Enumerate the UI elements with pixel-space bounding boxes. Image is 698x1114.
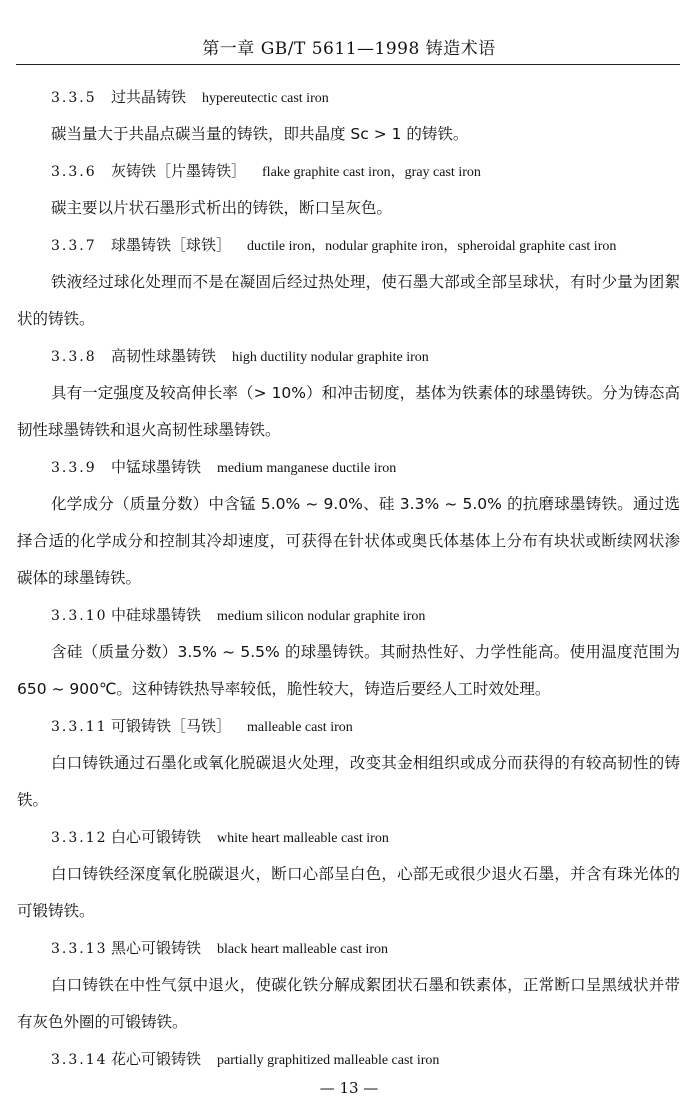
term-chinese: 黑心可锻铸铁 (111, 939, 202, 957)
term-definition: 白口铸铁在中性气氛中退火，使碳化铁分解成絮团状石墨和铁素体，正常断口呈黑绒状并带有灰色外圈的可锻铸铁。 (17, 976, 680, 1031)
term-chinese: 白心可锻铸铁 (111, 828, 202, 846)
term-chinese: 高韧性球墨铸铁 (111, 347, 217, 365)
term-chinese: 灰铸铁［片墨铸铁］ (111, 162, 247, 180)
term-chinese: 中硅球墨铸铁 (111, 606, 202, 624)
term-english: partially graphitized malleable cast iron (217, 1053, 440, 1068)
document-body (17, 79, 680, 1078)
term-definition: 含硅（质量分数）3.5% ~ 5.5% 的球墨铸铁。其耐热性好、力学性能高。使用温度范围为 650 ~ 900℃。这种铸铁热导率较低，脆性较大，铸造后要经人工时效处理。 (17, 643, 680, 698)
term-heading (17, 708, 680, 745)
term-english: white heart malleable cast iron (217, 831, 389, 846)
term-chinese: 中锰球墨铸铁 (111, 458, 202, 476)
page-number: — 13 — (319, 1079, 379, 1097)
term-definition: 白口铸铁通过石墨化或氧化脱碳退火处理，改变其金相组织或成分而获得的有较高韧性的铸铁。 (17, 754, 680, 809)
term-heading (17, 449, 680, 486)
term-number: 3.3.10 (51, 608, 108, 624)
term-heading (17, 227, 680, 264)
term-chinese: 球墨铸铁［球铁］ (111, 236, 232, 254)
term-english: medium silicon nodular graphite iron (217, 609, 426, 624)
term-definition: 碳当量大于共晶点碳当量的铸铁，即共晶度 Sc > 1 的铸铁。 (51, 125, 469, 143)
term-number: 3.3.14 (51, 1052, 108, 1068)
term-definition: 具有一定强度及较高伸长率（> 10%）和冲击韧度，基体为铁素体的球墨铸铁。分为铸态高韧性球墨铸铁和退火高韧性球墨铸铁。 (17, 384, 680, 439)
term-number: 3.3.11 (51, 719, 108, 735)
term-number: 3.3.6 (51, 164, 97, 180)
term-heading (17, 338, 680, 375)
term-number: 3.3.9 (51, 460, 97, 476)
term-heading (17, 597, 680, 634)
term-heading (17, 930, 680, 967)
term-heading (17, 819, 680, 856)
term-english: medium manganese ductile iron (217, 461, 397, 476)
term-definition: 碳主要以片状石墨形式析出的铸铁，断口呈灰色。 (51, 199, 393, 217)
term-number: 3.3.13 (51, 941, 108, 957)
term-definition: 铁液经过球化处理而不是在凝固后经过热处理，使石墨大部或全部呈球状，有时少量为团絮状的铸铁。 (17, 273, 680, 328)
term-number: 3.3.5 (51, 90, 97, 106)
term-number: 3.3.8 (51, 349, 97, 365)
term-heading (17, 79, 680, 116)
page-header: 第一章 GB/T 5611—1998 铸造术语 (202, 39, 496, 59)
term-english: high ductility nodular graphite iron (232, 350, 429, 365)
term-heading (17, 153, 680, 190)
term-definition: 化学成分（质量分数）中含锰 5.0% ~ 9.0%、硅 3.3% ~ 5.0% 的抗磨球墨铸铁。通过选择合适的化学成分和控制其冷却速度，可获得在针状体或奥氏体基体上分布有块状或断续网状渗碳体的球墨铸铁。 (17, 495, 680, 587)
term-english: ductile iron，nodular graphite iron，spheroidal graphite cast iron (247, 239, 617, 254)
term-heading (17, 1041, 680, 1078)
term-chinese: 花心可锻铸铁 (111, 1050, 202, 1068)
term-number: 3.3.12 (51, 830, 108, 846)
term-english: black heart malleable cast iron (217, 942, 389, 957)
term-english: malleable cast iron (247, 720, 353, 735)
term-chinese: 可锻铸铁［马铁］ (111, 717, 232, 735)
term-english: hypereutectic cast iron (202, 91, 329, 106)
term-english: flake graphite cast iron，gray cast iron (262, 165, 481, 180)
term-number: 3.3.7 (51, 238, 97, 254)
term-definition: 白口铸铁经深度氧化脱碳退火，断口心部呈白色，心部无或很少退火石墨，并含有珠光体的可锻铸铁。 (17, 865, 680, 920)
term-chinese: 过共晶铸铁 (111, 88, 187, 106)
header-rule (16, 64, 680, 65)
